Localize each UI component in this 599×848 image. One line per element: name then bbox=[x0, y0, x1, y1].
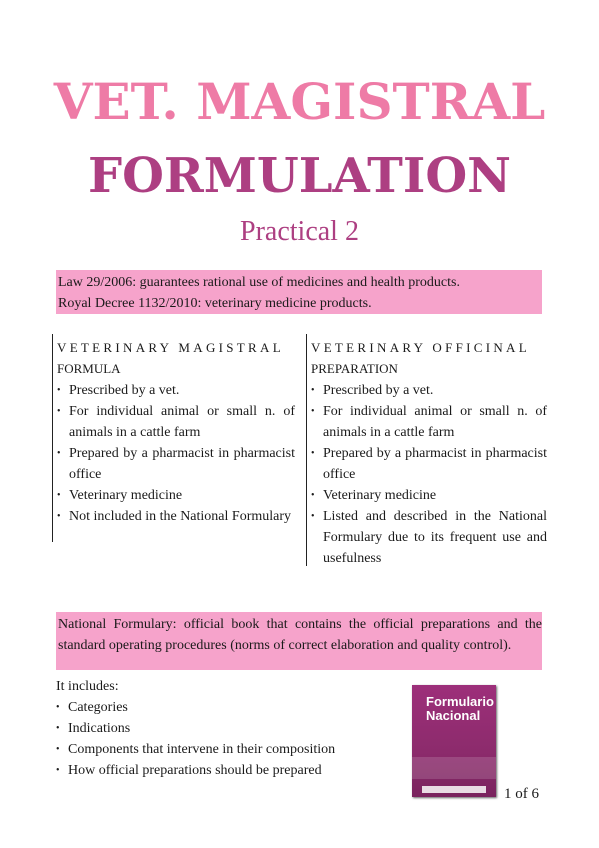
list-item: • Indications bbox=[56, 718, 396, 739]
list-item: • For individual animal or small n. of animals in a cattle farm bbox=[57, 401, 295, 443]
national-formulary-highlight: National Formulary: official book that contains the official preparations and the standard operating procedures (norms of correct elaboration and quality control). bbox=[56, 612, 542, 670]
subtitle: Practical 2 bbox=[240, 216, 359, 247]
list-item: • For individual animal or small n. of animals in a cattle farm bbox=[311, 401, 547, 443]
list-item: • Veterinary medicine bbox=[311, 485, 547, 506]
title-line-2: FORMULATION bbox=[88, 148, 511, 204]
bullet-list bbox=[56, 697, 396, 781]
list-item: • Veterinary medicine bbox=[57, 485, 295, 506]
list-item: • Prescribed by a vet. bbox=[311, 380, 547, 401]
list-item: • Prepared by a pharmacist in pharmacist office bbox=[57, 443, 295, 485]
law-line-1: Law 29/2006: guarantees rational use of medicines and health products. bbox=[58, 275, 460, 290]
book-footer-strip bbox=[422, 786, 486, 793]
page-number: 1 of 6 bbox=[504, 786, 539, 802]
includes-section bbox=[56, 676, 396, 781]
list-item: • Components that intervene in their composition bbox=[56, 739, 396, 760]
list-item: • Not included in the National Formulary bbox=[57, 506, 295, 527]
book-band bbox=[412, 757, 496, 779]
column-heading-2: PREPARATION bbox=[311, 361, 398, 376]
book-title-line-1: Formulario bbox=[426, 694, 494, 709]
includes-intro: It includes: bbox=[56, 679, 119, 694]
bullet-list bbox=[311, 380, 547, 569]
list-item: • Categories bbox=[56, 697, 396, 718]
book-title bbox=[426, 695, 494, 723]
law-line-2: Royal Decree 1132/2010: veterinary medicine products. bbox=[58, 296, 372, 311]
magistral-formula-column bbox=[52, 334, 295, 542]
bullet-list bbox=[57, 380, 295, 527]
list-item: • Prescribed by a vet. bbox=[57, 380, 295, 401]
list-item: • How official preparations should be prepared bbox=[56, 760, 396, 781]
column-heading: VETERINARY OFFICINAL bbox=[311, 340, 530, 355]
book-title-line-2: Nacional bbox=[426, 708, 481, 723]
column-heading-2: FORMULA bbox=[57, 361, 121, 376]
column-heading: VETERINARY MAGISTRAL bbox=[57, 340, 284, 355]
officinal-preparation-column bbox=[306, 334, 547, 566]
formulario-nacional-book-image bbox=[412, 685, 496, 797]
list-item: • Prepared by a pharmacist in pharmacist office bbox=[311, 443, 547, 485]
law-highlight-box bbox=[56, 270, 542, 314]
list-item: • Listed and described in the National Formulary due to its frequent use and usefulness bbox=[311, 506, 547, 569]
title-line-1: VET. MAGISTRAL bbox=[53, 72, 546, 131]
